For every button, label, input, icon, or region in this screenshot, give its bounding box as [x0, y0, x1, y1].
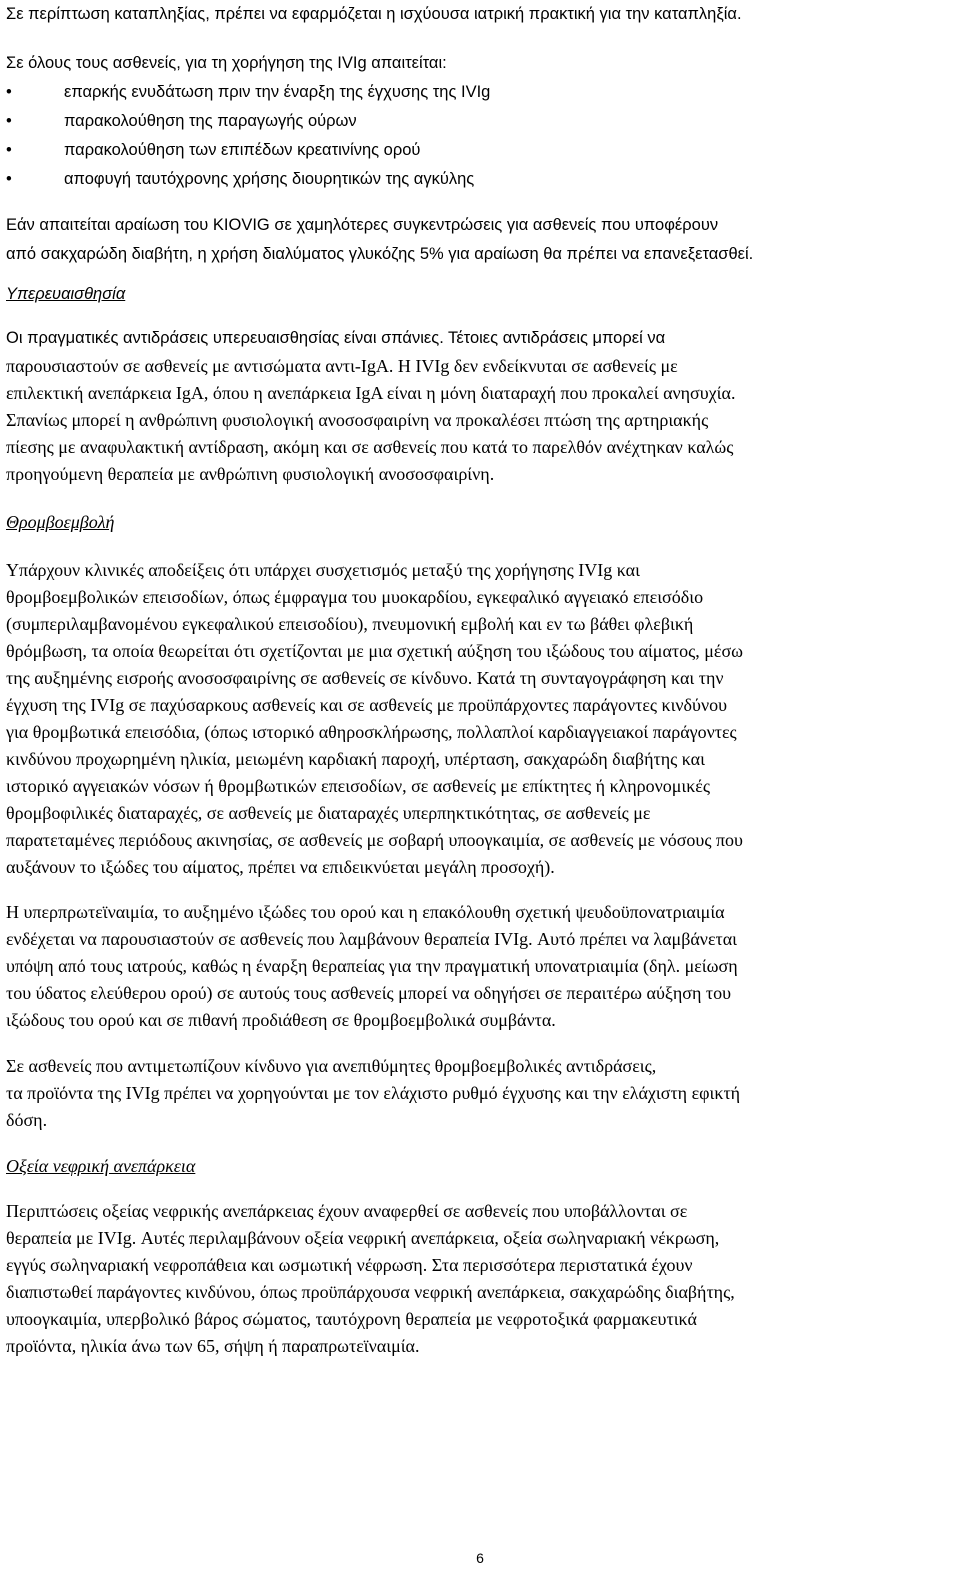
- text-line: παρατεταμένες περιόδους ακινησίας, σε ασθενείς με σοβαρή υποογκαιμία, σε ασθενείς με νόσους που: [6, 830, 743, 850]
- text-line: θρομβοφιλικές διαταραχές, σε ασθενείς με διαταραχές υπερπηκτικότητας, σε ασθενείς με: [6, 803, 651, 823]
- list-item: [6, 107, 950, 136]
- text-line: της αυξημένης εισροής ανοσοσφαιρίνης σε ασθενείς σε κίνδυνο. Κατά τη συνταγογράφηση και την: [6, 668, 724, 688]
- text-line: ενδέχεται να παρουσιαστούν σε ασθενείς που λαμβάνουν θεραπεία IVIg. Αυτό πρέπει να λαμβάνεται: [6, 929, 738, 949]
- text-line: για θρομβωτικά επεισόδια, (όπως ιστορικό αθηροσκλήρωσης, πολλαπλοί καρδιαγγειακοί παράγοντες: [6, 722, 737, 742]
- bullet: •: [6, 83, 12, 101]
- text-line: από σακχαρώδη διαβήτη, η χρήση διαλύματος γλυκόζης 5% για αραίωση θα πρέπει να επανεξετασθεί.: [6, 245, 754, 263]
- renal-failure-heading: Οξεία νεφρική ανεπάρκεια: [6, 1156, 196, 1176]
- text-line: (συμπεριλαμβανομένου εγκεφαλικού επεισοδίου), πνευμονική εμβολή και εν τω βάθει φλεβική: [6, 614, 694, 634]
- bullet: •: [6, 170, 12, 188]
- text-line: προηγούμενη θεραπεία με ανθρώπινη φυσιολογική ανοσοσφαιρίνη.: [6, 464, 495, 484]
- thromboembolism-paragraph-3: [6, 1053, 950, 1134]
- text-line: του ύδατος ελεύθερου ορού) σε αυτούς τους ασθενείς μπορεί να οδηγήσει σε περαιτέρω αύξηση του: [6, 983, 732, 1003]
- renal-failure-paragraph: [6, 1198, 950, 1360]
- list-item-text: παρακολούθηση των επιπέδων κρεατινίνης ορού: [64, 141, 421, 159]
- requirements-block: [6, 49, 950, 194]
- text-line: Σπανίως μπορεί η ανθρώπινη φυσιολογική ανοσοσφαιρίνη να προκαλέσει πτώση της αρτηριακής: [6, 410, 709, 430]
- anaphylaxis-paragraph: Σε περίπτωση καταπληξίας, πρέπει να εφαρμόζεται η ισχύουσα ιατρική πρακτική για την καταπληξία.: [6, 5, 742, 23]
- page-number: 6: [476, 1550, 484, 1566]
- text-line: υπόψη από τους ιατρούς, καθώς η έναρξη θεραπείας για την πραγματική υπονατριαιμία (δηλ. μείωση: [6, 956, 738, 976]
- text-line: Περιπτώσεις οξείας νεφρικής ανεπάρκειας έχουν αναφερθεί σε ασθενείς που υποβάλλονται σε: [6, 1201, 688, 1221]
- bullet: •: [6, 141, 12, 159]
- text-line: αυξάνουν το ιξώδες του αίματος, πρέπει να επιδεικνύεται μεγάλη προσοχή).: [6, 857, 555, 877]
- requirements-intro: Σε όλους τους ασθενείς, για τη χορήγηση της IVIg απαιτείται:: [6, 54, 447, 72]
- list-item-text: παρακολούθηση της παραγωγής ούρων: [64, 112, 357, 130]
- list-item: [6, 78, 950, 107]
- text-line: τα προϊόντα της IVIg πρέπει να χορηγούνται με τον ελάχιστο ρυθμό έγχυσης και την ελάχιστη εφικτή: [6, 1083, 741, 1103]
- thromboembolism-paragraph-2: [6, 899, 950, 1034]
- bullet: •: [6, 112, 12, 130]
- text-line: εγγύς σωληναριακή νεφροπάθεια και ωσμωτική νέφρωση. Στα περισσότερα περιστατικά έχουν: [6, 1255, 693, 1275]
- list-item: [6, 165, 950, 194]
- list-item-text: επαρκής ενυδάτωση πριν την έναρξη της έγχυσης της IVIg: [64, 83, 491, 101]
- text-line: πίεσης με αναφυλακτική αντίδραση, ακόμη και σε ασθενείς που κατά το παρελθόν ανέχτηκαν καλώς: [6, 437, 734, 457]
- requirements-list: [6, 78, 950, 194]
- dilution-paragraph: [6, 211, 950, 269]
- text-line: κινδύνου προχωρημένη ηλικία, μειωμένη καρδιακή παροχή, υπέρταση, σακχαρώδη διαβήτης και: [6, 749, 705, 769]
- text-line: Οι πραγματικές αντιδράσεις υπερευαισθησίας είναι σπάνιες. Τέτοιες αντιδράσεις μπορεί να: [6, 329, 666, 347]
- text-line: Υπάρχουν κλινικές αποδείξεις ότι υπάρχει συσχετισμός μεταξύ της χορήγησης IVIg και: [6, 560, 640, 580]
- list-item: [6, 136, 950, 165]
- text-line: Εάν απαιτείται αραίωση του KIOVIG σε χαμηλότερες συγκεντρώσεις για ασθενείς που υποφέρουν: [6, 216, 719, 234]
- hypersensitivity-heading: Υπερευαισθησία: [6, 285, 126, 303]
- text-line: διαπιστωθεί παράγοντες κινδύνου, όπως προϋπάρχουσα νεφρική ανεπάρκεια, σακχαρώδης διαβήτης,: [6, 1282, 735, 1302]
- list-item-text: αποφυγή ταυτόχρονης χρήσης διουρητικών της αγκύλης: [64, 170, 475, 188]
- text-line: Η υπερπρωτεϊναιμία, το αυξημένο ιξώδες του ορού και η επακόλουθη σχετική ψευδοϋπονατριαιμία: [6, 902, 725, 922]
- text-line: δόση.: [6, 1110, 48, 1130]
- thromboembolism-heading: Θρομβοεμβολή: [6, 512, 115, 532]
- text-line: προϊόντα, ηλικία άνω των 65, σήψη ή παραπρωτεϊναιμία.: [6, 1336, 420, 1356]
- text-line: θρόμβωση, τα οποία θεωρείται ότι σχετίζονται με μια σχετική αύξηση του ιξώδους του αίματος, μέσω: [6, 641, 743, 661]
- hypersensitivity-paragraph: [6, 324, 950, 488]
- text-line: έγχυση της IVIg σε παχύσαρκους ασθενείς και σε ασθενείς με προϋπάρχοντες παράγοντες κινδύνου: [6, 695, 728, 715]
- text-line: θρομβοεμβολικών επεισοδίων, όπως έμφραγμα του μυοκαρδίου, εγκεφαλικό αγγειακό επεισόδιο: [6, 587, 704, 607]
- thromboembolism-paragraph-1: [6, 557, 950, 881]
- text-line: Σε ασθενείς που αντιμετωπίζουν κίνδυνο για ανεπιθύμητες θρομβοεμβολικές αντιδράσεις,: [6, 1056, 657, 1076]
- text-line: επιλεκτική ανεπάρκεια IgA, όπου η ανεπάρκεια IgA είναι η μόνη διαταραχή που προκαλεί ανησυχία.: [6, 383, 736, 403]
- text-line: ιξώδους του ορού και σε πιθανή προδιάθεση σε θρομβοεμβολικά συμβάντα.: [6, 1010, 556, 1030]
- text-line: παρουσιαστούν σε ασθενείς με αντισώματα αντι-IgA. Η IVIg δεν ενδείκνυται σε ασθενείς με: [6, 356, 678, 376]
- text-line: υποογκαιμία, υπερβολικό βάρος σώματος, ταυτόχρονη θεραπεία με νεφροτοξικά φαρμακευτικά: [6, 1309, 697, 1329]
- text-line: θεραπεία με IVIg. Αυτές περιλαμβάνουν οξεία νεφρική ανεπάρκεια, οξεία σωληναριακή νέκρωση,: [6, 1228, 720, 1248]
- text-line: ιστορικό αγγειακών νόσων ή θρομβωτικών επεισοδίων, σε ασθενείς με επίκτητες ή κληρονομικές: [6, 776, 710, 796]
